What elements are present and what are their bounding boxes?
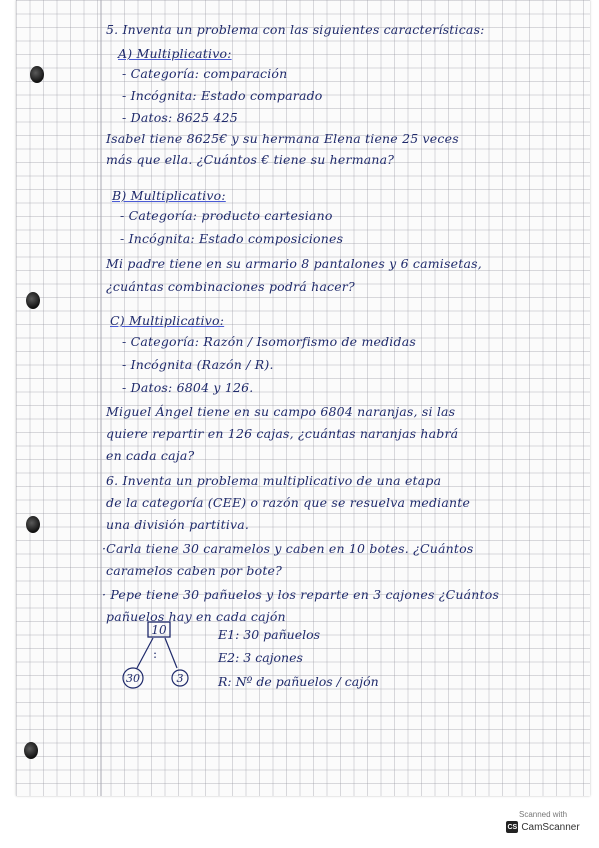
section-b-category: - Categoría: producto cartesiano (120, 208, 333, 223)
tree-left-branch (137, 638, 153, 668)
section-b-problem-line-1: Mi padre tiene en su armario 8 pantalones y 6 camisetas, (106, 256, 482, 271)
legend-e2: E2: 3 cajones (218, 650, 303, 665)
section-a-data: - Datos: 8625 425 (122, 110, 238, 125)
scanner-caption: Scanned with (518, 810, 568, 819)
section-c-data: - Datos: 6804 y 126. (122, 380, 254, 395)
tree-right-branch (165, 638, 177, 668)
heading-exercise-6-line-3: una división partitiva. (106, 517, 250, 532)
heading-exercise-6-line-1: 6. Inventa un problema multiplicativo de una etapa (106, 473, 442, 488)
binder-hole (24, 742, 38, 759)
scanner-brand: CamScanner (521, 821, 580, 833)
heading-exercise-6-line-2: de la categoría (CEE) o razón que se resuelva mediante (106, 495, 471, 510)
tree-right-value: 3 (176, 672, 184, 685)
heading-exercise-5: 5. Inventa un problema con las siguientes características: (106, 22, 485, 37)
binder-hole (26, 292, 40, 309)
binder-hole (30, 66, 44, 83)
section-a-category: - Categoría: comparación (122, 66, 288, 81)
tree-left-value: 30 (126, 672, 140, 685)
camscanner-logo-icon: CS (506, 821, 518, 833)
binder-hole (26, 516, 40, 533)
section-b-unknown: - Incógnita: Estado composiciones (120, 231, 344, 246)
section-c-problem-line-2: quiere repartir en 126 cajas, ¿cuántas naranjas habrá (106, 426, 459, 441)
example-2-line-2: pañuelos hay en cada cajón (106, 609, 286, 624)
legend-e1: E1: 30 pañuelos (218, 627, 321, 642)
section-b-title: B) Multiplicativo: (112, 188, 226, 203)
section-a-unknown: - Incógnita: Estado comparado (122, 88, 323, 103)
scanner-brand-row (503, 821, 583, 833)
section-c-title: C) Multiplicativo: (110, 313, 225, 328)
section-c-category: - Categoría: Razón / Isomorfismo de medidas (122, 334, 416, 349)
section-a-problem-line-2: más que ella. ¿Cuántos € tiene su hermana? (106, 152, 395, 167)
example-1-line-1: ·Carla tiene 30 caramelos y caben en 10 botes. ¿Cuántos (102, 541, 474, 556)
section-c-unknown: - Incógnita (Razón / R). (122, 357, 274, 372)
camscanner-watermark (503, 810, 583, 840)
section-a-problem-line-1: Isabel tiene 8625€ y su hermana Elena tiene 25 veces (106, 131, 459, 146)
division-tree-diagram (115, 620, 205, 692)
tree-operator: : (152, 647, 158, 661)
tree-top-value: 10 (151, 623, 167, 637)
example-1-line-2: caramelos caben por bote? (106, 563, 283, 578)
section-c-problem-line-3: en cada caja? (106, 448, 195, 463)
margin-line (100, 0, 102, 796)
section-a-title: A) Multiplicativo: (118, 46, 232, 61)
legend-r: R: Nº de pañuelos / cajón (218, 674, 379, 689)
section-c-problem-line-1: Miguel Ángel tiene en su campo 6804 naranjas, si las (106, 404, 456, 419)
section-b-problem-line-2: ¿cuántas combinaciones podrá hacer? (106, 279, 355, 294)
example-2-line-1: · Pepe tiene 30 pañuelos y los reparte en 3 cajones ¿Cuántos (102, 587, 500, 602)
